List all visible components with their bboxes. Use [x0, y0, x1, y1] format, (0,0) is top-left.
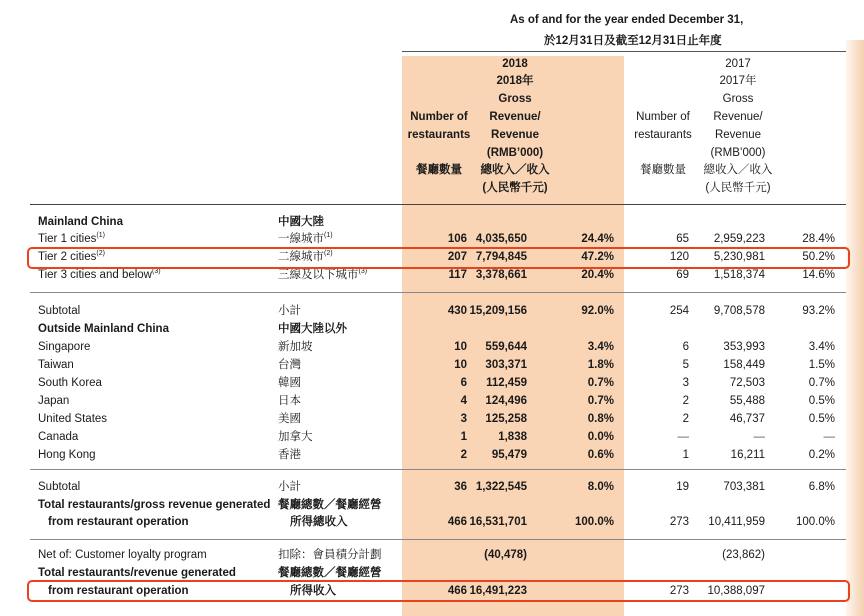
cell-n17: 69: [676, 269, 689, 281]
cell-r18: 4,035,650: [475, 233, 527, 245]
cell-p17: 28.4%: [802, 233, 835, 245]
col-revenue-2017-zh1: 總收入／收入: [703, 164, 773, 176]
cell-p17: 14.6%: [802, 269, 835, 281]
row-label-zh: 中國大陸以外: [278, 323, 347, 335]
table-rule-mid2: [30, 469, 846, 470]
cell-r17: 1,518,374: [713, 269, 765, 281]
col-restaurants-2018-line2: restaurants: [407, 129, 471, 141]
row-label-en: Japan: [38, 395, 70, 407]
col-revenue-2018-line1: Gross: [498, 93, 532, 105]
cell-n17: 2: [682, 413, 689, 425]
row-label-en: South Korea: [38, 377, 102, 389]
cell-n17: 273: [669, 516, 689, 528]
cell-r17: 16,211: [730, 449, 765, 461]
cell-p17: 0.7%: [808, 377, 835, 389]
row-label-en: from restaurant operation: [48, 516, 189, 528]
highlight-tier2-row: [27, 247, 850, 269]
cell-n17: 65: [676, 233, 689, 245]
row-label-en: Tier 3 cities and below$^{(3)}$: [38, 268, 161, 281]
cell-n18: 4: [460, 395, 467, 407]
table-row: [0, 214, 864, 231]
cell-r17: 55,488: [729, 395, 765, 407]
row-label-en: United States: [38, 413, 108, 425]
cell-n17: 2: [682, 395, 689, 407]
cell-p17: 0.5%: [808, 395, 835, 407]
row-label-zh: 小計: [278, 481, 301, 493]
cell-r18: 1,322,545: [475, 481, 527, 493]
col-revenue-2017-line4: (RMB’000): [710, 147, 766, 159]
row-label-en: Subtotal: [38, 305, 81, 317]
cell-p18: 8.0%: [587, 481, 614, 493]
footnote-marker: (2): [96, 250, 105, 258]
table-row: [0, 479, 864, 496]
cell-r17: —: [753, 431, 765, 443]
cell-n17: 3: [682, 377, 689, 389]
cell-r18: 303,371: [485, 359, 527, 371]
cell-r17: 46,737: [729, 413, 765, 425]
cell-n18: 3: [460, 413, 467, 425]
cell-p17: 0.5%: [808, 413, 835, 425]
table-rule-mid3: [30, 539, 846, 540]
row-label-zh: 美國: [278, 413, 301, 425]
table-row: [0, 393, 864, 410]
cell-r17: 10,388,097: [707, 585, 765, 597]
cell-r17: 9,708,578: [713, 305, 765, 317]
cell-r18: 559,644: [485, 341, 527, 353]
cell-r18: 112,459: [486, 377, 527, 389]
table-row: [0, 339, 864, 356]
cell-n18: 1: [460, 431, 467, 443]
header-year-2017-zh: 2017年: [719, 75, 757, 87]
row-label-zh: 三線及以下城市$^{(3)}$: [278, 268, 368, 281]
row-label-zh: 香港: [278, 449, 301, 461]
row-label-zh: 餐廳總數／餐廳經營: [278, 499, 382, 511]
cell-n18: 466: [447, 516, 467, 528]
cell-n17: 6: [682, 341, 689, 353]
row-label-en: Hong Kong: [38, 449, 96, 461]
cell-p17: 93.2%: [802, 305, 835, 317]
col-revenue-2018-line2: Revenue/: [489, 111, 541, 123]
col-restaurants-2018-line1: Number of: [410, 111, 468, 123]
cell-r17: 353,993: [723, 341, 765, 353]
row-label-en: Total restaurants/gross revenue generated: [38, 499, 271, 511]
cell-p18: 0.8%: [587, 413, 614, 425]
cell-p18: 0.6%: [587, 449, 614, 461]
row-label-zh: 扣除：會員積分計劃: [278, 549, 382, 561]
cell-n18: 10: [454, 341, 467, 353]
col-restaurants-2018-zh: 餐廳數量: [416, 164, 462, 176]
cell-p18: 100.0%: [574, 516, 614, 528]
cell-p18: 0.7%: [587, 377, 614, 389]
cell-r18: 3,378,661: [475, 269, 527, 281]
table-row: [0, 267, 864, 284]
col-restaurants-2017-zh: 餐廳數量: [640, 164, 686, 176]
row-label-zh: 新加坡: [278, 341, 313, 353]
col-revenue-2017-zh2: (人民幣千元): [705, 182, 771, 194]
row-label-en: Total restaurants/revenue generated: [38, 567, 236, 579]
header-title-zh: 於12月31日及截至12月31日止年度: [544, 35, 722, 47]
col-revenue-2018-line3: Revenue: [491, 129, 539, 141]
col-revenue-2018-line4: (RMB’000): [486, 147, 544, 159]
row-label-zh: 小計: [278, 305, 301, 317]
footnote-marker: (3): [152, 268, 161, 276]
table-rule-top: [30, 204, 846, 205]
cell-r17: 703,381: [723, 481, 765, 493]
table-rule-mid1: [30, 292, 846, 293]
footnote-marker: (3): [358, 268, 368, 276]
table-row: [0, 429, 864, 446]
row-label-zh: 日本: [278, 395, 301, 407]
row-label-zh: 所得收入: [290, 585, 336, 597]
cell-r18: 7,794,845: [475, 251, 527, 263]
row-label-en: Mainland China: [38, 216, 123, 228]
cell-n17: 254: [669, 305, 689, 317]
cell-n17: 5: [682, 359, 689, 371]
col-restaurants-2017-line2: restaurants: [634, 129, 692, 141]
cell-r18: 1,838: [498, 431, 527, 443]
row-label-zh: 二線城市$^{(2)}$: [278, 250, 333, 263]
col-revenue-2017-line2: Revenue/: [713, 111, 763, 123]
cell-p18: 20.4%: [581, 269, 614, 281]
table-row: [0, 547, 864, 564]
cell-r17: 5,230,981: [713, 251, 765, 263]
cell-p17: 50.2%: [802, 251, 835, 263]
cell-r18: 95,479: [491, 449, 527, 461]
footnote-marker: (1): [96, 232, 105, 240]
row-label-zh: 餐廳總數／餐廳經營: [278, 567, 382, 579]
row-label-en: Outside Mainland China: [38, 323, 169, 335]
table-row: [0, 497, 864, 514]
cell-n18: 10: [454, 359, 467, 371]
header-rule: [402, 51, 846, 52]
table-row: [0, 375, 864, 392]
col-restaurants-2017-line1: Number of: [636, 111, 690, 123]
cell-n17: 120: [669, 251, 689, 263]
row-label-zh: 所得總收入: [290, 516, 348, 528]
table-row: [0, 231, 864, 248]
col-revenue-2017-line1: Gross: [722, 93, 754, 105]
header-year-2018-zh: 2018年: [496, 75, 534, 87]
cell-r18: (40,478): [484, 549, 527, 561]
row-label-en: Taiwan: [38, 359, 74, 371]
row-label-en: Canada: [38, 431, 79, 443]
cell-p18: 0.7%: [587, 395, 614, 407]
row-label-zh: 加拿大: [278, 431, 313, 443]
footnote-marker: (2): [324, 250, 333, 258]
cell-r17: 158,449: [723, 359, 765, 371]
row-label-zh: 台灣: [278, 359, 301, 371]
cell-n18: 207: [447, 251, 467, 263]
cell-n18: 2: [460, 449, 467, 461]
cell-n18: 36: [454, 481, 467, 493]
row-label-zh: 中國大陸: [278, 216, 324, 228]
cell-r17: 72,503: [729, 377, 765, 389]
cell-p18: 3.4%: [587, 341, 614, 353]
row-label-en: from restaurant operation: [48, 585, 189, 597]
highlight-total-revenue-row: [27, 580, 850, 602]
table-row: [0, 321, 864, 338]
header-year-2018: 2018: [502, 58, 528, 70]
cell-p18: 1.8%: [587, 359, 614, 371]
row-label-en: Singapore: [38, 341, 91, 353]
cell-p18: 92.0%: [581, 305, 614, 317]
cell-n17: 273: [669, 585, 689, 597]
cell-p17: 1.5%: [808, 359, 835, 371]
cell-n18: 117: [448, 269, 467, 281]
cell-r18: 16,491,223: [469, 585, 527, 597]
table-row: [0, 303, 864, 320]
cell-p17: 3.4%: [808, 341, 835, 353]
cell-r17: 2,959,223: [713, 233, 765, 245]
cell-r18: 124,496: [485, 395, 527, 407]
cell-n17: 1: [682, 449, 689, 461]
cell-n17: 19: [676, 481, 689, 493]
cell-p17: 0.2%: [808, 449, 835, 461]
row-label-zh: 一線城市$^{(1)}$: [278, 232, 333, 245]
header-year-2017: 2017: [725, 58, 751, 70]
cell-p17: —: [823, 431, 835, 443]
cell-p17: 100.0%: [795, 516, 835, 528]
col-revenue-2018-zh1: 總收入／收入: [480, 164, 550, 176]
cell-p17: 6.8%: [808, 481, 835, 493]
cell-p18: 24.4%: [581, 233, 614, 245]
cell-r18: 16,531,701: [469, 516, 527, 528]
cell-r17: 10,411,959: [708, 516, 765, 528]
cell-n18: 6: [460, 377, 467, 389]
col-revenue-2017-line3: Revenue: [714, 129, 762, 141]
cell-n18: 106: [447, 233, 467, 245]
row-label-en: Tier 2 cities$^{(2)}$: [38, 250, 105, 263]
cell-p18: 47.2%: [581, 251, 614, 263]
cell-n18: 466: [447, 585, 467, 597]
cell-r18: 15,209,156: [469, 305, 527, 317]
row-label-en: Subtotal: [38, 481, 81, 493]
table-row: [0, 447, 864, 464]
col-revenue-2018-zh2: (人民幣千元): [482, 182, 548, 194]
row-label-zh: 韓國: [278, 377, 301, 389]
cell-n18: 430: [447, 305, 467, 317]
row-label-en: Net of: Customer loyalty program: [38, 549, 207, 561]
footnote-marker: (1): [324, 232, 333, 240]
header-title-en: As of and for the year ended December 31,: [510, 14, 744, 26]
cell-r17: (23,862): [722, 549, 765, 561]
cell-r18: 125,258: [485, 413, 527, 425]
table-row: [0, 357, 864, 374]
cell-p18: 0.0%: [587, 431, 614, 443]
cell-n17: —: [677, 431, 689, 443]
row-label-en: Tier 1 cities$^{(1)}$: [38, 232, 105, 245]
table-row: [0, 514, 864, 531]
table-row: [0, 411, 864, 428]
